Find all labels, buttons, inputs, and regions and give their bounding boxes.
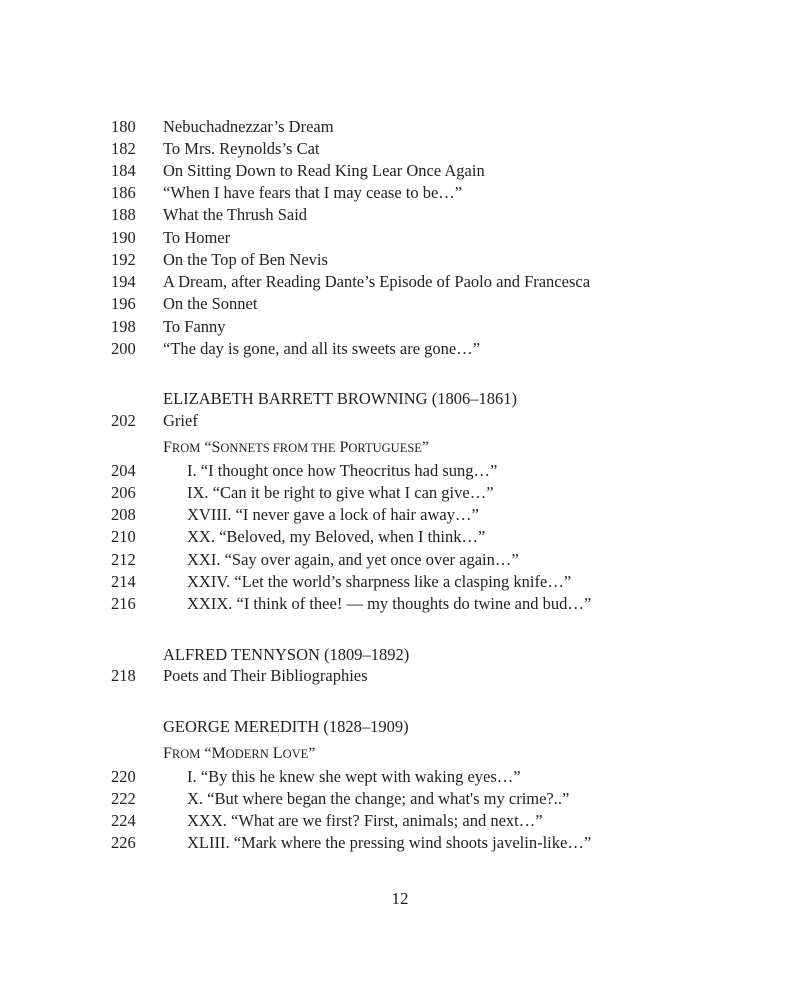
poem-title: X. “But where began the change; and what's my crime?..” [187, 789, 570, 808]
page-ref: 202 [111, 411, 136, 430]
poem-title: On the Top of Ben Nevis [163, 250, 328, 269]
toc-entry[interactable] [111, 293, 751, 315]
page-ref: 186 [111, 183, 136, 202]
subsection-heading [111, 437, 751, 459]
poem-title: A Dream, after Reading Dante’s Episode of Paolo and Francesca [163, 272, 591, 291]
page-ref: 196 [111, 294, 136, 313]
poem-title: I. “I thought once how Theocritus had sung…” [187, 461, 498, 480]
page-ref: 180 [111, 117, 136, 136]
poem-title: XLIII. “Mark where the pressing wind shoots javelin-like…” [187, 833, 592, 852]
toc-entry[interactable] [111, 788, 751, 810]
page-ref: 216 [111, 594, 136, 613]
poem-title: I. “By this he knew she wept with waking eyes…” [187, 767, 521, 786]
author-heading [111, 716, 751, 738]
page-ref: 192 [111, 250, 136, 269]
page-ref: 222 [111, 789, 136, 808]
page-ref: 190 [111, 228, 136, 247]
page-number: 12 [391, 889, 409, 908]
poem-title: XX. “Beloved, my Beloved, when I think…” [187, 527, 486, 546]
toc-entry[interactable] [111, 482, 751, 504]
toc-entry[interactable] [111, 504, 751, 526]
toc-entry[interactable] [111, 271, 751, 293]
toc-entry[interactable] [111, 249, 751, 271]
page-ref: 226 [111, 833, 136, 852]
page-ref: 206 [111, 483, 136, 502]
page-ref: 198 [111, 317, 136, 336]
poem-title: IX. “Can it be right to give what I can give…” [187, 483, 494, 502]
subsection-heading [111, 743, 751, 765]
page-ref: 210 [111, 527, 136, 546]
author-name: ELIZABETH BARRETT BROWNING (1806–1861) [163, 389, 517, 408]
toc-entry[interactable] [111, 526, 751, 548]
toc-entry[interactable] [111, 204, 751, 226]
poem-title: On the Sonnet [163, 294, 258, 313]
toc-entry[interactable] [111, 766, 751, 788]
page-ref: 218 [111, 666, 136, 685]
poem-title: Grief [163, 411, 198, 430]
page-ref: 200 [111, 339, 136, 358]
toc-entry[interactable] [111, 160, 751, 182]
poem-title: On Sitting Down to Read King Lear Once Again [163, 161, 485, 180]
toc-entry[interactable] [111, 810, 751, 832]
page-ref: 220 [111, 767, 136, 786]
poem-title: What the Thrush Said [163, 205, 308, 224]
toc-entry[interactable] [111, 410, 751, 432]
subsection-title: FROM “MODERN LOVE” [163, 745, 316, 762]
toc-entry[interactable] [111, 549, 751, 571]
poem-title: To Fanny [163, 317, 226, 336]
poem-title: XVIII. “I never gave a lock of hair away…” [187, 505, 479, 524]
poem-title: XXX. “What are we first? First, animals; and next…” [187, 811, 543, 830]
page-ref: 204 [111, 461, 136, 480]
page-ref: 224 [111, 811, 136, 830]
toc-entry[interactable] [111, 116, 751, 138]
poem-title: XXIV. “Let the world’s sharpness like a clasping knife…” [187, 572, 572, 591]
toc-entry[interactable] [111, 460, 751, 482]
toc-entry[interactable] [111, 571, 751, 593]
toc-entry[interactable] [111, 593, 751, 615]
poem-title: To Mrs. Reynolds’s Cat [163, 139, 320, 158]
page-ref: 212 [111, 550, 136, 569]
page-ref: 208 [111, 505, 136, 524]
page-ref: 182 [111, 139, 136, 158]
page-ref: 188 [111, 205, 136, 224]
subsection-title: FROM “SONNETS FROM THE PORTUGUESE” [163, 439, 430, 456]
poem-title: “When I have fears that I may cease to be…” [163, 183, 463, 202]
toc-entry[interactable] [111, 665, 751, 687]
poem-title: XXI. “Say over again, and yet once over again…” [187, 550, 519, 569]
page-ref: 214 [111, 572, 136, 591]
author-heading [111, 388, 751, 410]
poem-title: Nebuchadnezzar’s Dream [163, 117, 334, 136]
poem-title: Poets and Their Bibliographies [163, 666, 368, 685]
author-name: ALFRED TENNYSON (1809–1892) [163, 645, 410, 664]
toc-entry[interactable] [111, 832, 751, 854]
toc-entry[interactable] [111, 338, 751, 360]
toc-entry[interactable] [111, 316, 751, 338]
poem-title: To Homer [163, 228, 231, 247]
author-heading [111, 644, 751, 666]
toc-entry[interactable] [111, 227, 751, 249]
page-ref: 184 [111, 161, 136, 180]
poem-title: “The day is gone, and all its sweets are gone…” [163, 339, 481, 358]
page-ref: 194 [111, 272, 136, 291]
poem-title: XXIX. “I think of thee! — my thoughts do twine and bud…” [187, 594, 592, 613]
toc-entry[interactable] [111, 138, 751, 160]
toc-entry[interactable] [111, 182, 751, 204]
author-name: GEORGE MEREDITH (1828–1909) [163, 717, 409, 736]
